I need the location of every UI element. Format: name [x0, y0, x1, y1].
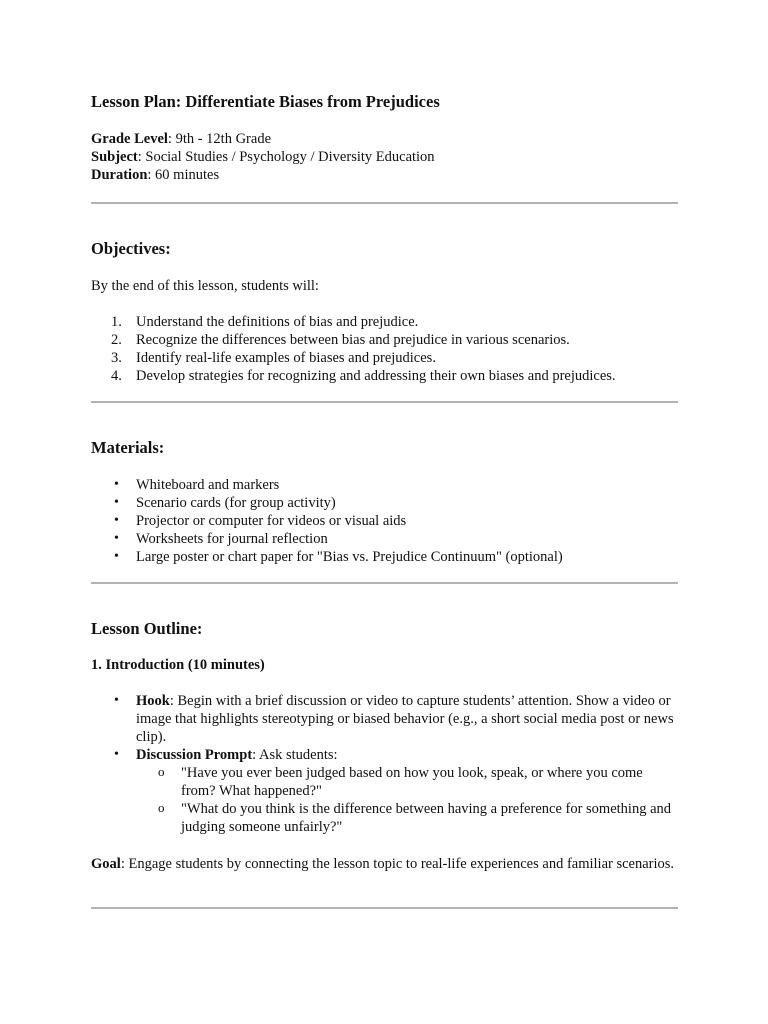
materials-list [91, 476, 678, 566]
discussion-prompt-text: : Ask students: [252, 747, 338, 763]
bullet-glyph: • [114, 477, 119, 492]
objective-item [91, 367, 678, 385]
objective-text: Identify real-life examples of biases and prejudices. [136, 350, 436, 366]
subject-value: : Social Studies / Psychology / Diversity Education [137, 149, 435, 165]
objective-number: 1. [111, 314, 122, 330]
material-item [91, 494, 678, 512]
duration-line [91, 166, 435, 184]
material-text: Worksheets for journal reflection [136, 531, 328, 547]
goal-label: Goal [91, 856, 121, 872]
bullet-glyph: • [114, 495, 119, 510]
lesson-meta [91, 130, 435, 184]
material-text: Large poster or chart paper for "Bias vs. Prejudice Continuum" (optional) [136, 549, 563, 565]
material-text: Projector or computer for videos or visual aids [136, 513, 407, 529]
divider-1 [91, 202, 678, 204]
bullet-glyph: • [114, 531, 119, 546]
objectives-intro: By the end of this lesson, students will: [91, 278, 319, 294]
question-item [136, 800, 678, 836]
question-text: "Have you ever been judged based on how you look, speak, or where you come from? What happened?" [181, 765, 643, 799]
bullet-glyph: • [114, 549, 119, 564]
grade-level-value: : 9th - 12th Grade [167, 131, 272, 147]
grade-level-label: Grade Level [91, 131, 168, 147]
objectives-list [91, 313, 678, 385]
divider-4 [91, 907, 678, 909]
objective-text: Recognize the differences between bias and prejudice in various scenarios. [136, 332, 570, 348]
material-item [91, 512, 678, 530]
question-text: "What do you think is the difference between having a preference for something and judging someone unfairly?" [181, 801, 672, 835]
objectives-heading: Objectives: [91, 239, 171, 258]
objective-number: 4. [111, 368, 122, 384]
material-item [91, 530, 678, 548]
sub-bullet-glyph: o [158, 764, 165, 779]
bullet-glyph: • [114, 693, 119, 708]
question-item [136, 764, 678, 800]
bullet-glyph: • [114, 513, 119, 528]
hook-item [91, 692, 678, 746]
material-text: Scenario cards (for group activity) [136, 495, 336, 511]
objective-item [91, 331, 678, 349]
objective-item [91, 349, 678, 367]
divider-3 [91, 582, 678, 584]
material-item [91, 476, 678, 494]
material-item [91, 548, 678, 566]
bullet-glyph: • [114, 747, 119, 762]
objective-number: 3. [111, 350, 122, 366]
objective-text: Develop strategies for recognizing and addressing their own biases and prejudices. [136, 368, 616, 384]
goal-paragraph [91, 855, 678, 873]
duration-value: : 60 minutes [147, 167, 220, 183]
duration-label: Duration [91, 167, 148, 183]
introduction-list [91, 692, 678, 836]
discussion-questions [136, 764, 678, 836]
material-text: Whiteboard and markers [136, 477, 280, 493]
objective-number: 2. [111, 332, 122, 348]
hook-label: Hook [136, 693, 170, 709]
subject-line [91, 148, 435, 166]
discussion-prompt-label: Discussion Prompt [136, 747, 253, 763]
goal-text: : Engage students by connecting the lesson topic to real-life experiences and familiar scenarios. [120, 856, 675, 872]
objective-item [91, 313, 678, 331]
objective-text: Understand the definitions of bias and prejudice. [136, 314, 419, 330]
discussion-prompt-item [91, 746, 678, 836]
sub-bullet-glyph: o [158, 800, 165, 815]
hook-text: : Begin with a brief discussion or video to capture students’ attention. Show a video or image that highlights stereotyping or biased behavior (e.g., a short social media post or news clip). [136, 693, 674, 745]
introduction-heading: 1. Introduction (10 minutes) [91, 657, 265, 673]
lesson-title: Lesson Plan: Differentiate Biases from Prejudices [91, 92, 440, 111]
divider-2 [91, 401, 678, 403]
outline-heading: Lesson Outline: [91, 619, 203, 638]
subject-label: Subject [91, 149, 138, 165]
materials-heading: Materials: [91, 438, 165, 457]
grade-level-line [91, 130, 435, 148]
